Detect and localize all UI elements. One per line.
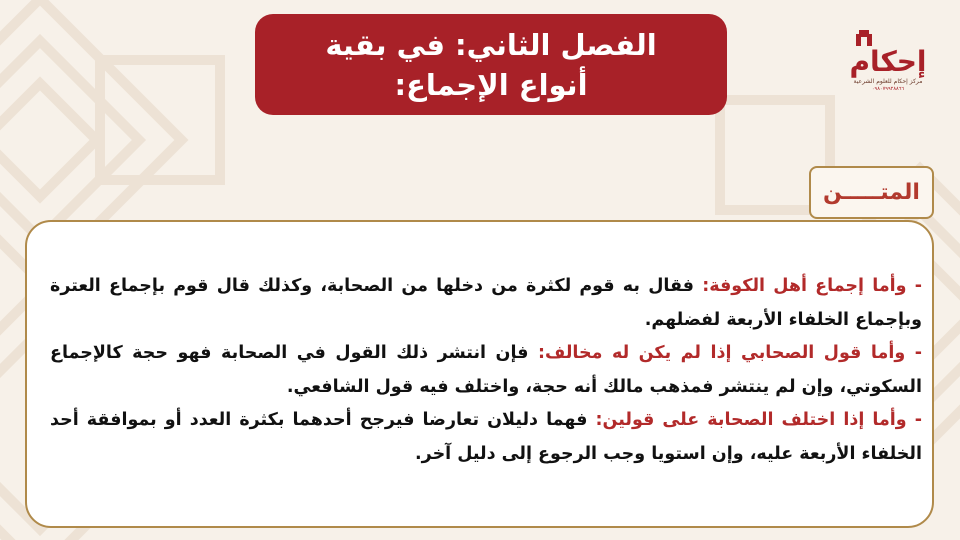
chapter-title-line-2: أنواع الإجماع:: [394, 67, 588, 102]
paragraph-kufa-consensus: [50, 270, 922, 337]
paragraph-lead: - وأما قول الصحابي إذا لم يكن له مخالف:: [528, 343, 922, 363]
matn-text: [50, 270, 922, 471]
chapter-title-banner: [255, 14, 727, 115]
paragraph-body: فإن انتشر ذلك القول في الصحابة فهو حجة كالإجماع السكوتي، وإن لم ينتشر فمذهب مالك أنه حجة، واختلف فيه قول الشافعي.: [50, 343, 922, 397]
paragraph-lead: - وأما إجماع أهل الكوفة:: [694, 276, 922, 296]
matn-section-label: المتـــــن: [809, 166, 934, 219]
chapter-title-line-1: الفصل الثاني: في بقية: [325, 27, 657, 62]
ihkam-logo: [846, 28, 930, 100]
paragraph-companions-disagreement: [50, 404, 922, 471]
paragraph-body: فقال به قوم لكثرة من دخلها من الصحابة، وكذلك قال قوم بإجماع العترة وبإجماع الخلفاء الأربعة لفضلهم.: [50, 276, 922, 330]
logo-wordmark: إحكام: [849, 45, 927, 78]
paragraph-body: فهما دليلان تعارضا فيرجح أحدهما بكثرة العدد أو بموافقة أحد الخلفاء الأربعة عليه، وإن استويا وجب الرجوع إلى دليل آخر.: [50, 410, 922, 464]
logo-tagline: مركز إحكام للعلوم الشرعية: [853, 78, 923, 85]
paragraph-companion-opinion: [50, 337, 922, 404]
paragraph-lead: - وأما إذا اختلف الصحابة على قولين:: [587, 410, 922, 430]
logo-phone: ٠٩٨٠٧٩٩٢٨٨٦٦: [871, 86, 905, 92]
